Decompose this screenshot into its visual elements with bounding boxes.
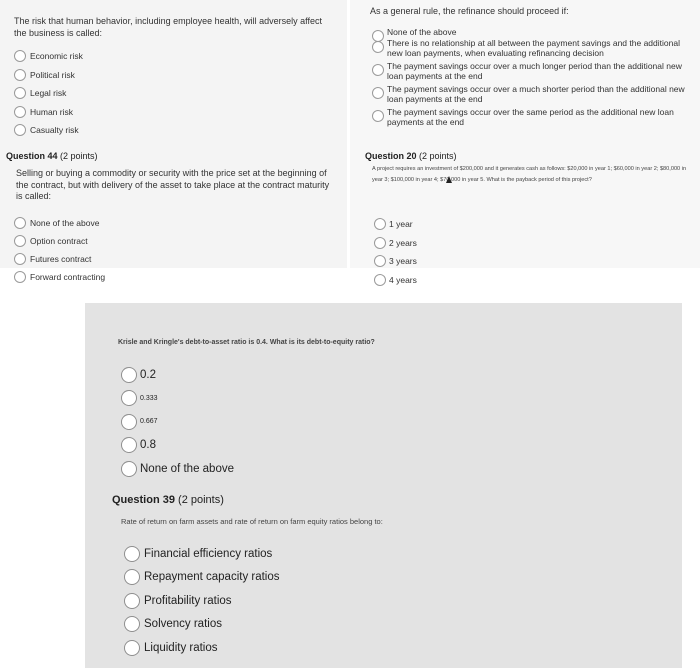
radio-button[interactable] [121,437,137,453]
option-label: Liquidity ratios [144,641,218,654]
question-number: Question 44 [6,151,58,161]
answer-options [14,214,105,286]
radio-button[interactable] [124,593,140,609]
option-label: None of the above [30,218,100,228]
option-label: 0.667 [140,418,158,426]
option-label: Legal risk [30,88,67,99]
option-label: None of the above [387,27,457,37]
option-label: 0.333 [140,394,158,402]
option-label: 4 years [389,274,417,285]
option-label: The payment savings occur over the same period as the additional new loan payments at the end [387,107,674,127]
question-number: Question 39 [112,494,175,506]
option-label: Economic risk [30,51,83,62]
option-label: There is no relationship at all between the payment savings and the additional new loan payments, when evaluating refinancing decision [387,38,680,58]
answer-option[interactable] [124,566,280,590]
answer-option[interactable] [121,457,234,481]
answer-option[interactable] [14,66,83,85]
question-panel-top-left [0,0,347,282]
option-label: Repayment capacity ratios [144,571,280,584]
question-text: As a general rule, the refinance should proceed if: [370,6,569,16]
question-number: Question 20 [365,151,417,161]
question-text: Selling or buying a commodity or security with the price set at the beginning of the contract, but with delivery of the asset to take place at the contract maturity is called: [16,168,330,201]
mouse-cursor-icon [446,176,452,183]
answer-options [14,47,83,140]
answer-option[interactable] [121,410,234,434]
answer-option[interactable] [374,215,417,234]
option-label: 3 years [389,256,417,267]
question-panel-bottom [85,303,682,668]
answer-option[interactable] [374,252,417,271]
answer-option[interactable] [14,121,83,140]
option-label: Solvency ratios [144,618,222,631]
answer-option[interactable] [121,387,234,411]
question-points: (2 points) [60,151,98,161]
answer-option[interactable] [374,234,417,253]
option-label: Profitability ratios [144,594,232,607]
radio-button[interactable] [374,255,386,267]
answer-option[interactable] [124,613,280,637]
answer-options [372,28,687,131]
question-header [365,151,457,161]
option-label: 2 years [389,237,417,248]
radio-button[interactable] [14,106,26,118]
answer-option[interactable] [14,47,83,66]
answer-option[interactable] [372,62,687,85]
radio-button[interactable] [14,50,26,62]
question-text: A project requires an investment of $200,000 and it generates cash as follows: $20,000 in year 1; $60,000 in year 2; $80,000 in year 3; $100,000 in year 4; $70,000 in year 5. What is the payback period of this project? [372,166,687,183]
answer-option[interactable] [372,85,687,108]
answer-option[interactable] [121,363,234,387]
answer-option[interactable] [372,108,687,131]
answer-option[interactable] [14,103,83,122]
answer-option[interactable] [124,636,280,660]
answer-option[interactable] [124,542,280,566]
radio-button[interactable] [14,253,26,265]
radio-button[interactable] [124,640,140,656]
question-points: (2 points) [419,151,457,161]
radio-button[interactable] [14,217,26,229]
radio-button[interactable] [121,461,137,477]
option-label: None of the above [140,462,234,475]
radio-button[interactable] [124,569,140,585]
radio-button[interactable] [374,237,386,249]
question-header [6,151,98,161]
answer-options [374,215,417,289]
question-text: Rate of return on farm assets and rate of return on farm equity ratios belong to: [121,517,383,526]
radio-button[interactable] [121,367,137,383]
radio-button[interactable] [372,87,384,99]
answer-option[interactable] [14,84,83,103]
radio-button[interactable] [374,274,386,286]
option-label: 0.2 [140,368,156,381]
question-points: (2 points) [178,494,224,506]
radio-button[interactable] [14,87,26,99]
option-label: The payment savings occur over a much shorter period than the additional new loan payments at the end [387,84,685,104]
radio-button[interactable] [372,64,384,76]
answer-option[interactable] [374,271,417,290]
answer-option[interactable] [14,268,105,286]
option-label: Option contract [30,236,88,246]
option-label: The payment savings occur over a much longer period than the additional new loan payments at the end [387,61,682,81]
option-label: Human risk [30,106,73,117]
answer-option[interactable] [372,39,687,62]
radio-button[interactable] [374,218,386,230]
question-header [112,494,224,506]
radio-button[interactable] [124,616,140,632]
question-text: Krisle and Kringle's debt-to-asset ratio is 0.4. What is its debt-to-equity ratio? [118,339,375,346]
option-label: 0.8 [140,439,156,452]
radio-button[interactable] [14,235,26,247]
answer-option[interactable] [124,589,280,613]
question-panel-top-right [350,0,700,285]
radio-button[interactable] [14,124,26,136]
question-text: The risk that human behavior, including employee health, will adversely affect the business is called: [14,16,323,38]
answer-option[interactable] [14,250,105,268]
option-label: 1 year [389,219,413,230]
option-label: Forward contracting [30,272,106,282]
radio-button[interactable] [14,271,26,283]
radio-button[interactable] [124,546,140,562]
option-label: Financial efficiency ratios [144,547,273,560]
radio-button[interactable] [121,390,137,406]
radio-button[interactable] [372,41,384,53]
option-label: Casualty risk [30,125,79,136]
option-label: Political risk [30,69,75,80]
radio-button[interactable] [372,110,384,122]
answer-option[interactable] [121,434,234,458]
answer-options [121,363,234,481]
radio-button[interactable] [121,414,137,430]
answer-option[interactable] [14,214,105,232]
option-label: Futures contract [30,254,92,264]
answer-option[interactable] [14,232,105,250]
answer-options [124,542,280,660]
radio-button[interactable] [14,69,26,81]
